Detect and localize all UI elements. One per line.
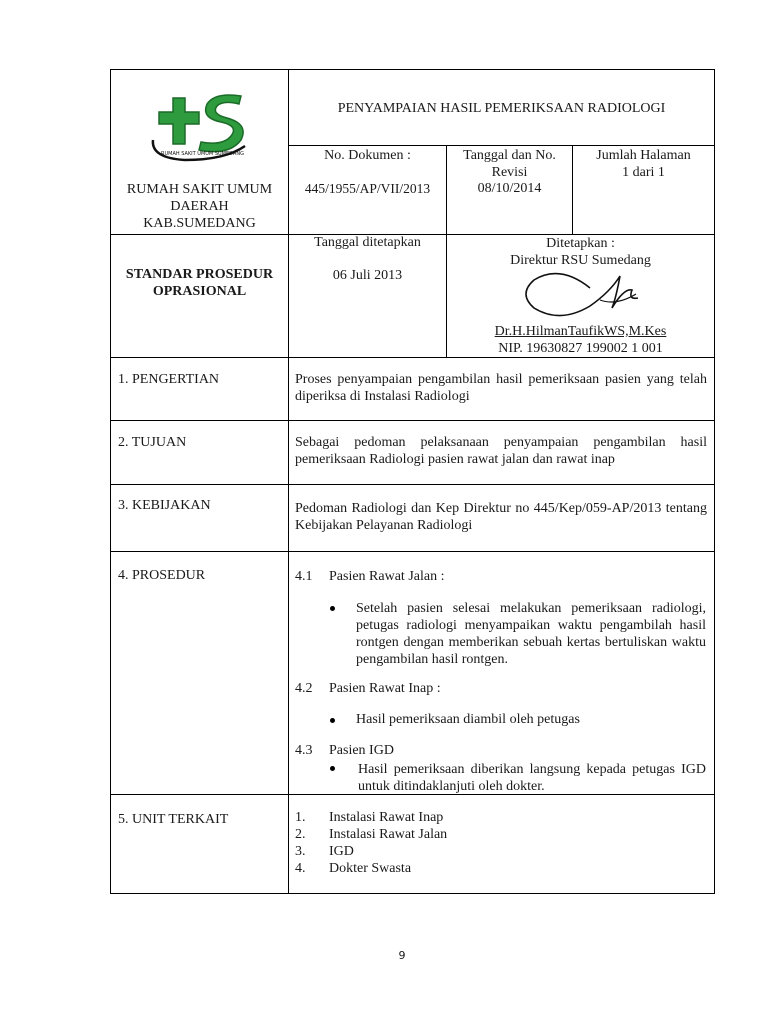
- subsection-4-1-bullet-text: Setelah pasien selesai melakukan pemeriksaan radiologi, petugas radiologi menyampaikan waktu pengambilah hasil rontgen dengan memberikan sebuah kertas bertuliskan waktu pengambilan hasil rontgen.: [356, 601, 706, 667]
- approved-by: Direktur RSU Sumedang: [510, 253, 651, 268]
- revision-block: [447, 148, 572, 198]
- hospital-name-line-3: KAB.SUMEDANG: [143, 216, 256, 231]
- doc-no-label: No. Dokumen :: [324, 148, 411, 163]
- subsection-4-3-bullet-text: Hasil pemeriksaan diberikan langsung kepada petugas IGD untuk ditindaklanjuti oleh dokter.: [358, 762, 706, 794]
- bullet-icon: [330, 766, 335, 771]
- revision-label-line-2: Revisi: [491, 164, 528, 180]
- section-pengertian-text: Proses penyampaian pengambilan hasil pemeriksaan pasien yang telah diperiksa di Instalasi Radiologi: [295, 372, 707, 404]
- section-tujuan-label: 2. TUJUAN: [118, 435, 187, 450]
- subsection-4-3-number: 4.3: [295, 743, 313, 758]
- bullet-icon: [330, 718, 335, 723]
- revision-label-line-1: Tanggal dan No.: [463, 148, 556, 163]
- doc-no-value: 445/1955/AP/VII/2013: [304, 181, 431, 196]
- list-item: [295, 809, 447, 826]
- section-prosedur-label: 4. PROSEDUR: [118, 568, 206, 583]
- list-item-text: Dokter Swasta: [329, 861, 412, 876]
- list-item-text: IGD: [329, 844, 354, 859]
- section-tujuan-text: Sebagai pedoman pelaksanaan penyampaian pengambilan hasil pemeriksaan Radiologi pasien rawat jalan dan rawat inap: [295, 435, 707, 467]
- approval-block: [447, 235, 714, 269]
- sop-title-line-2: OPRASIONAL: [152, 284, 247, 299]
- section-unit-label: 5. UNIT TERKAIT: [118, 812, 229, 827]
- sop-title: [111, 266, 288, 300]
- subsection-4-2-number: 4.2: [295, 681, 313, 696]
- hospital-name: [111, 181, 288, 232]
- list-item-number: 4.: [295, 861, 306, 876]
- revision-value: 08/10/2014: [477, 181, 542, 196]
- signer-block: [447, 323, 714, 357]
- unit-list: [295, 809, 447, 877]
- document-title: PENYAMPAIAN HASIL PEMERIKSAAN RADIOLOGI: [337, 101, 666, 116]
- logo-caption: RUMAH SAKIT UMUM SUMEDANG: [161, 151, 244, 157]
- subsection-4-2-title: Pasien Rawat Inap :: [329, 681, 441, 696]
- hospital-name-line-2: DAERAH: [170, 199, 229, 214]
- list-item-number: 1.: [295, 810, 306, 825]
- list-item-text: Instalasi Rawat Jalan: [329, 827, 448, 842]
- date-value: 06 Juli 2013: [332, 268, 403, 283]
- list-item: [295, 826, 447, 843]
- pages-block: [573, 148, 714, 181]
- list-item-number: 3.: [295, 844, 306, 859]
- subsection-4-1-number: 4.1: [295, 569, 313, 584]
- list-item: [295, 860, 447, 877]
- section-kebijakan-text: Pedoman Radiologi dan Kep Direktur no 445/Kep/059-AP/2013 tentang Kebijakan Pelayanan Radiologi: [295, 501, 707, 533]
- date-label: Tanggal ditetapkan: [314, 235, 421, 250]
- section-kebijakan-label: 3. KEBIJAKAN: [118, 498, 211, 513]
- subsection-4-3-title: Pasien IGD: [329, 743, 394, 758]
- section-pengertian-label: 1. PENGERTIAN: [118, 372, 220, 387]
- list-item-number: 2.: [295, 827, 306, 842]
- subsection-4-1-title: Pasien Rawat Jalan :: [329, 569, 445, 584]
- page-number: 9: [398, 949, 406, 962]
- signer-nip: NIP. 19630827 199002 1 001: [498, 341, 663, 356]
- bullet-icon: [330, 606, 335, 611]
- approved-label: Ditetapkan :: [546, 236, 615, 251]
- pages-label: Jumlah Halaman: [596, 148, 691, 163]
- signature-image: [520, 268, 650, 322]
- subsection-4-2-bullet-text: Hasil pemeriksaan diambil oleh petugas: [356, 712, 580, 727]
- list-item: [295, 843, 447, 860]
- sop-title-line-1: STANDAR PROSEDUR: [125, 267, 274, 282]
- signer-name: Dr.H.HilmanTaufikWS,M.Kes: [494, 324, 667, 339]
- hospital-logo: [145, 88, 255, 168]
- list-item-text: Instalasi Rawat Inap: [329, 810, 444, 825]
- pages-value: 1 dari 1: [622, 164, 665, 180]
- hospital-name-line-1: RUMAH SAKIT UMUM: [126, 182, 273, 197]
